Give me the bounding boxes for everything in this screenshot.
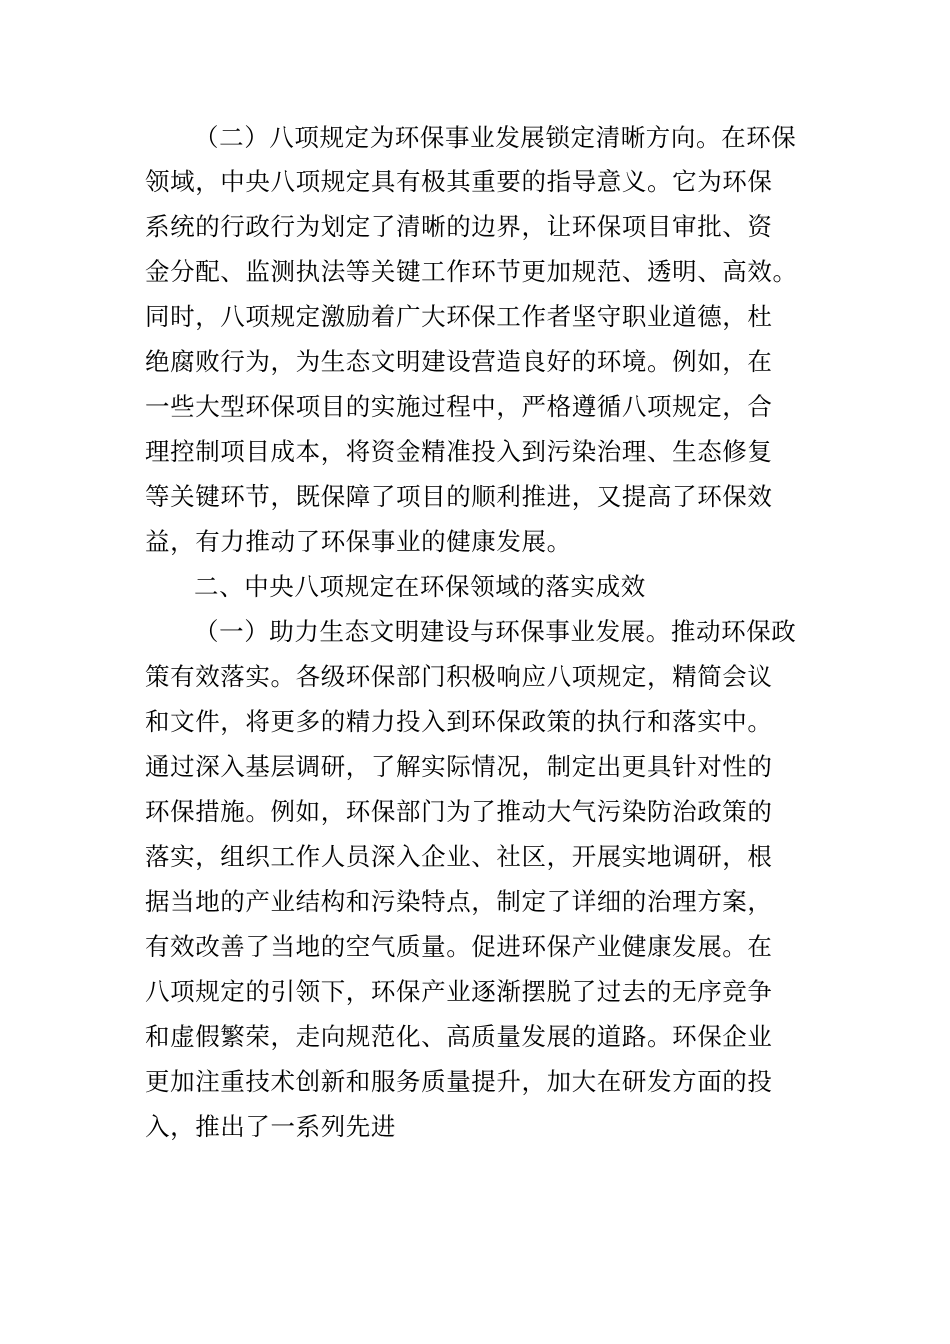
- paragraph-line: 和文件，将更多的精力投入到环保政策的执行和落实中。: [145, 707, 773, 736]
- paragraph-line: 策有效落实。各级环保部门积极响应八项规定，精简会议: [145, 662, 773, 691]
- paragraph-line: 更加注重技术创新和服务质量提升，加大在研发方面的投: [145, 1067, 773, 1096]
- paragraph-line: 领域，中央八项规定具有极其重要的指导意义。它为环保: [145, 167, 773, 196]
- paragraph-line: 环保措施。例如，环保部门为了推动大气污染防治政策的: [145, 797, 773, 826]
- paragraph-line: 入，推出了一系列先进: [145, 1112, 396, 1141]
- paragraph-line: 据当地的产业结构和污染特点，制定了详细的治理方案，: [145, 887, 773, 916]
- paragraph-line: 八项规定的引领下，环保产业逐渐摆脱了过去的无序竞争: [145, 977, 773, 1006]
- paragraph-line: 有效改善了当地的空气质量。促进环保产业健康发展。在: [145, 932, 773, 961]
- paragraph-line: 通过深入基层调研，了解实际情况，制定出更具针对性的: [145, 752, 773, 781]
- paragraph-line: 金分配、监测执法等关键工作环节更加规范、透明、高效。: [145, 257, 798, 286]
- paragraph-line: 一些大型环保项目的实施过程中，严格遵循八项规定，合: [145, 392, 773, 421]
- paragraph-line: （一）助力生态文明建设与环保事业发展。推动环保政: [194, 617, 797, 646]
- paragraph-line: 绝腐败行为，为生态文明建设营造良好的环境。例如，在: [145, 347, 773, 376]
- paragraph-line: 和虚假繁荣，走向规范化、高质量发展的道路。环保企业: [145, 1022, 773, 1051]
- paragraph-line: 落实，组织工作人员深入企业、社区，开展实地调研，根: [145, 842, 773, 871]
- paragraph-line: 益，有力推动了环保事业的健康发展。: [145, 527, 572, 556]
- section-heading: 二、中央八项规定在环保领域的落实成效: [194, 572, 646, 601]
- paragraph-line: 系统的行政行为划定了清晰的边界，让环保项目审批、资: [145, 212, 773, 241]
- paragraph-line: 等关键环节，既保障了项目的顺利推进，又提高了环保效: [145, 482, 773, 511]
- paragraph-line: 同时，八项规定激励着广大环保工作者坚守职业道德，杜: [145, 302, 773, 331]
- paragraph-line: （二）八项规定为环保事业发展锁定清晰方向。在环保: [194, 123, 797, 152]
- paragraph-line: 理控制项目成本，将资金精准投入到污染治理、生态修复: [145, 437, 773, 466]
